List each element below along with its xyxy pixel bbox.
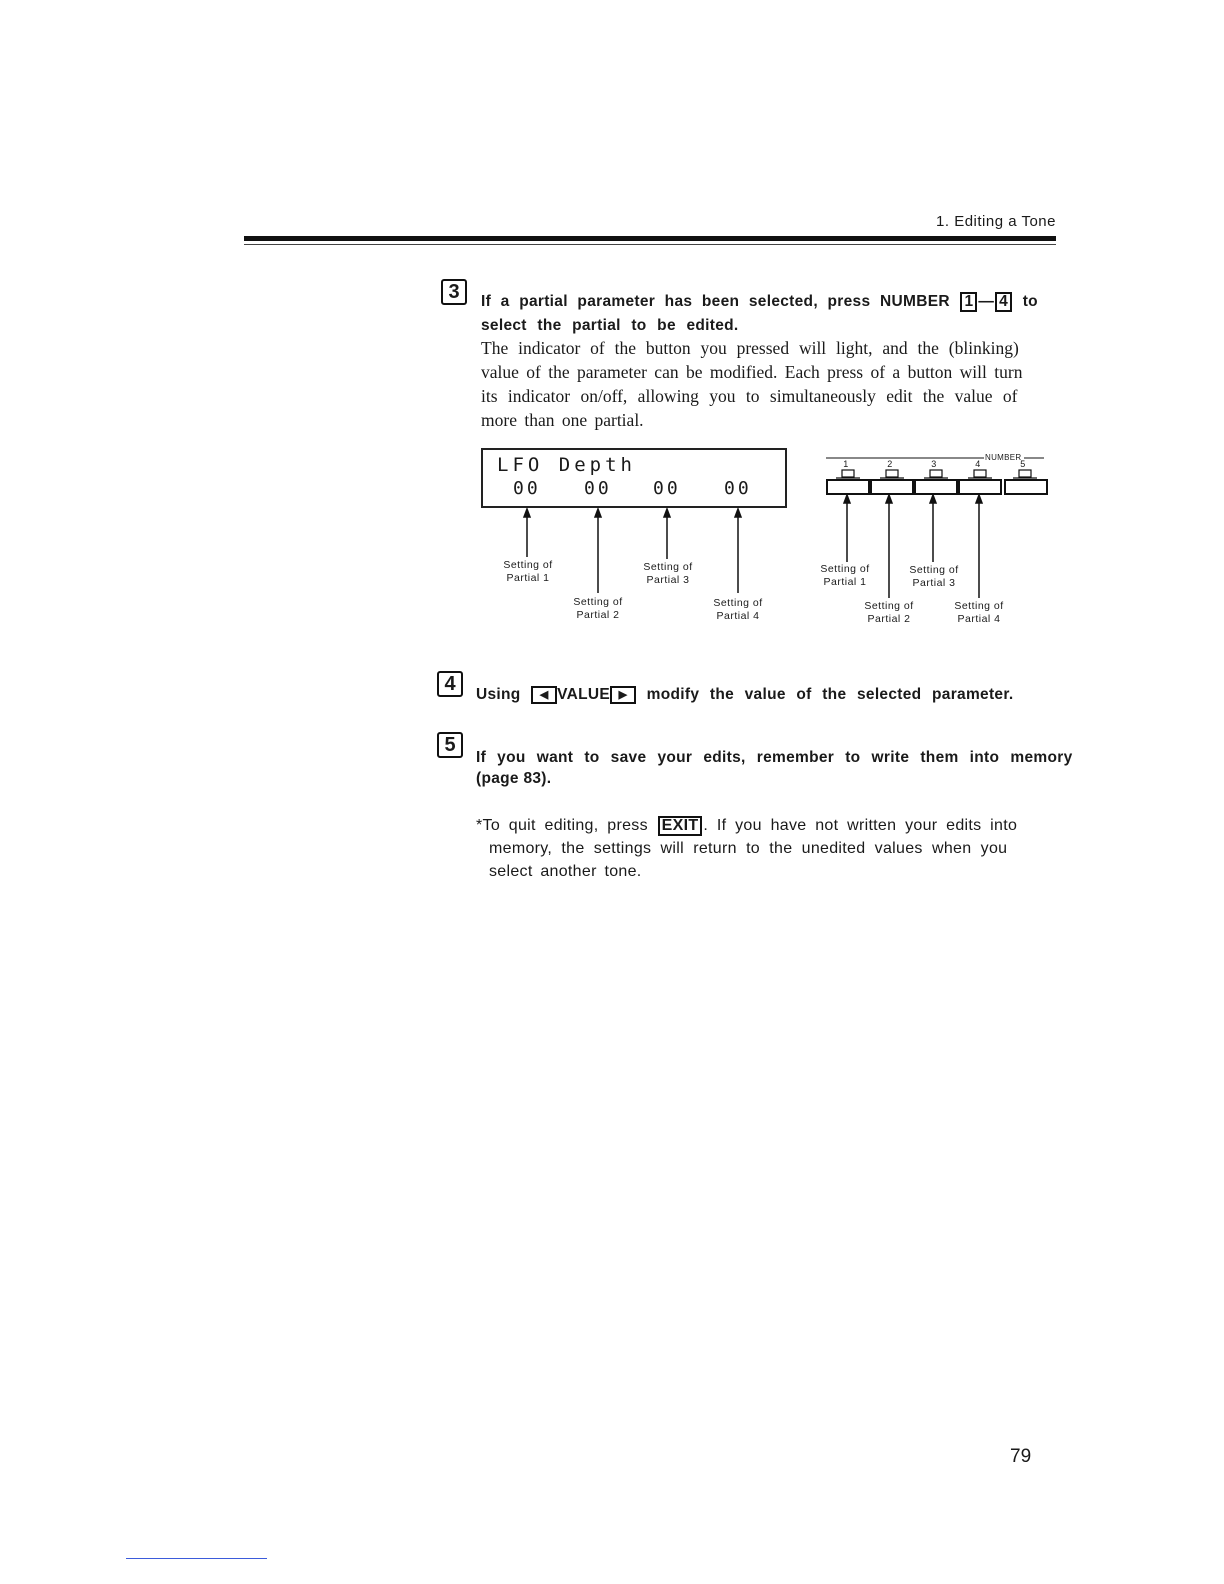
- number-indicator-1: [842, 470, 854, 477]
- step-3-body-line-4: more than one partial.: [481, 410, 644, 430]
- step-4-using: Using: [476, 686, 521, 704]
- number-label-partial-4: [941, 600, 1017, 626]
- value-key-label: VALUE: [557, 686, 611, 704]
- header-rule-thin: [244, 244, 1056, 245]
- step-4-rest: modify the value of the selected parameter.: [646, 686, 1014, 704]
- number-label-partial-4-l2: Partial 4: [957, 613, 1001, 625]
- lcd-label-partial-2: [560, 596, 636, 622]
- number-label-partial-1-l1: Setting of: [820, 563, 870, 575]
- step-3-instruction-line-1: [481, 292, 1038, 312]
- number-button-3-label: 3: [931, 459, 937, 469]
- lcd-label-partial-1-l2: Partial 1: [506, 572, 550, 584]
- step-5-line-1: If you want to save your edits, remember to write them into memory: [476, 749, 1073, 766]
- number-label-partial-3: [896, 564, 972, 590]
- number-button-1: [827, 480, 869, 494]
- number-button-4-label: 4: [975, 459, 981, 469]
- lcd-label-partial-2-l2: Partial 2: [576, 609, 620, 621]
- number-label-partial-3-l2: Partial 3: [912, 577, 956, 589]
- number-button-5: [1005, 480, 1047, 494]
- value-left-arrow-icon: ◀: [531, 686, 557, 704]
- number-button-2-label: 2: [887, 459, 893, 469]
- step-5-number: 5: [437, 732, 463, 758]
- lcd-label-partial-1: [490, 559, 566, 585]
- number-label-partial-1: [807, 563, 883, 589]
- lcd-value-partial-3: 00: [653, 478, 681, 499]
- range-dash: —: [978, 293, 995, 310]
- lcd-label-partial-3-l1: Setting of: [643, 561, 693, 573]
- note-line-1: [476, 816, 1017, 836]
- number-label-partial-3-l1: Setting of: [909, 564, 959, 576]
- step-3-body-line-1: The indicator of the button you pressed will light, and the (blinking): [481, 338, 1019, 358]
- step-4-number: 4: [437, 671, 463, 697]
- step-4-instruction: [476, 686, 1013, 704]
- lcd-display: [481, 448, 787, 508]
- number-indicator-2: [886, 470, 898, 477]
- number-button-4: [959, 480, 1001, 494]
- note-line-3: select another tone.: [489, 863, 642, 880]
- number-indicator-4: [974, 470, 986, 477]
- lcd-label-partial-2-l1: Setting of: [573, 596, 623, 608]
- number-panel-title: NUMBER: [985, 453, 1022, 462]
- number-label-partial-4-l1: Setting of: [954, 600, 1004, 612]
- number-1-key: 1: [960, 292, 977, 312]
- number-label-partial-2: [851, 600, 927, 626]
- step-3-body-line-2: value of the parameter can be modified. Each press of a button will turn: [481, 362, 1023, 382]
- lcd-value-partial-4: 00: [724, 478, 752, 499]
- number-label-partial-2-l2: Partial 2: [867, 613, 911, 625]
- lcd-label-partial-4-l2: Partial 4: [716, 610, 760, 622]
- lcd-label-partial-3: [630, 561, 706, 587]
- value-right-arrow-icon: ▶: [610, 686, 636, 704]
- lcd-value-partial-2: 00: [584, 478, 612, 499]
- step-3-body-line-3: its indicator on/off, allowing you to simultaneously edit the value of: [481, 386, 1018, 406]
- number-button-5-label: 5: [1020, 459, 1026, 469]
- number-4-key: 4: [995, 292, 1012, 312]
- lcd-label-partial-3-l2: Partial 3: [646, 574, 690, 586]
- step-3-instruction-line-2: select the partial to be edited.: [481, 317, 739, 334]
- page-number: 79: [1010, 1446, 1032, 1467]
- number-label-partial-2-l1: Setting of: [864, 600, 914, 612]
- number-indicator-3: [930, 470, 942, 477]
- number-button-3: [915, 480, 957, 494]
- number-button-1-label: 1: [843, 459, 849, 469]
- number-button-2: [871, 480, 913, 494]
- lcd-parameter-name: LFO Depth: [497, 454, 636, 476]
- footer-rule: [126, 1558, 267, 1559]
- note-line-2: memory, the settings will return to the unedited values when you: [489, 840, 1008, 857]
- number-indicator-5: [1019, 470, 1031, 477]
- lcd-value-partial-1: 00: [513, 478, 541, 499]
- running-head: 1. Editing a Tone: [936, 213, 1056, 230]
- step-3-number: 3: [441, 279, 467, 305]
- lcd-pointer-arrows: [470, 505, 790, 605]
- lcd-label-partial-4: [700, 597, 776, 623]
- step-3-instruction-to: to: [1022, 293, 1038, 310]
- lcd-label-partial-1-l1: Setting of: [503, 559, 553, 571]
- header-rule-thick: [244, 236, 1056, 241]
- note-after: . If you have not written your edits into: [703, 817, 1018, 834]
- exit-key: EXIT: [658, 816, 703, 836]
- number-label-partial-1-l2: Partial 1: [823, 576, 867, 588]
- note-prefix: *To quit editing, press: [476, 817, 648, 834]
- step-3-instruction-text: If a partial parameter has been selected, press NUMBER: [481, 293, 950, 310]
- lcd-label-partial-4-l1: Setting of: [713, 597, 763, 609]
- step-5-line-2: (page 83).: [476, 770, 552, 787]
